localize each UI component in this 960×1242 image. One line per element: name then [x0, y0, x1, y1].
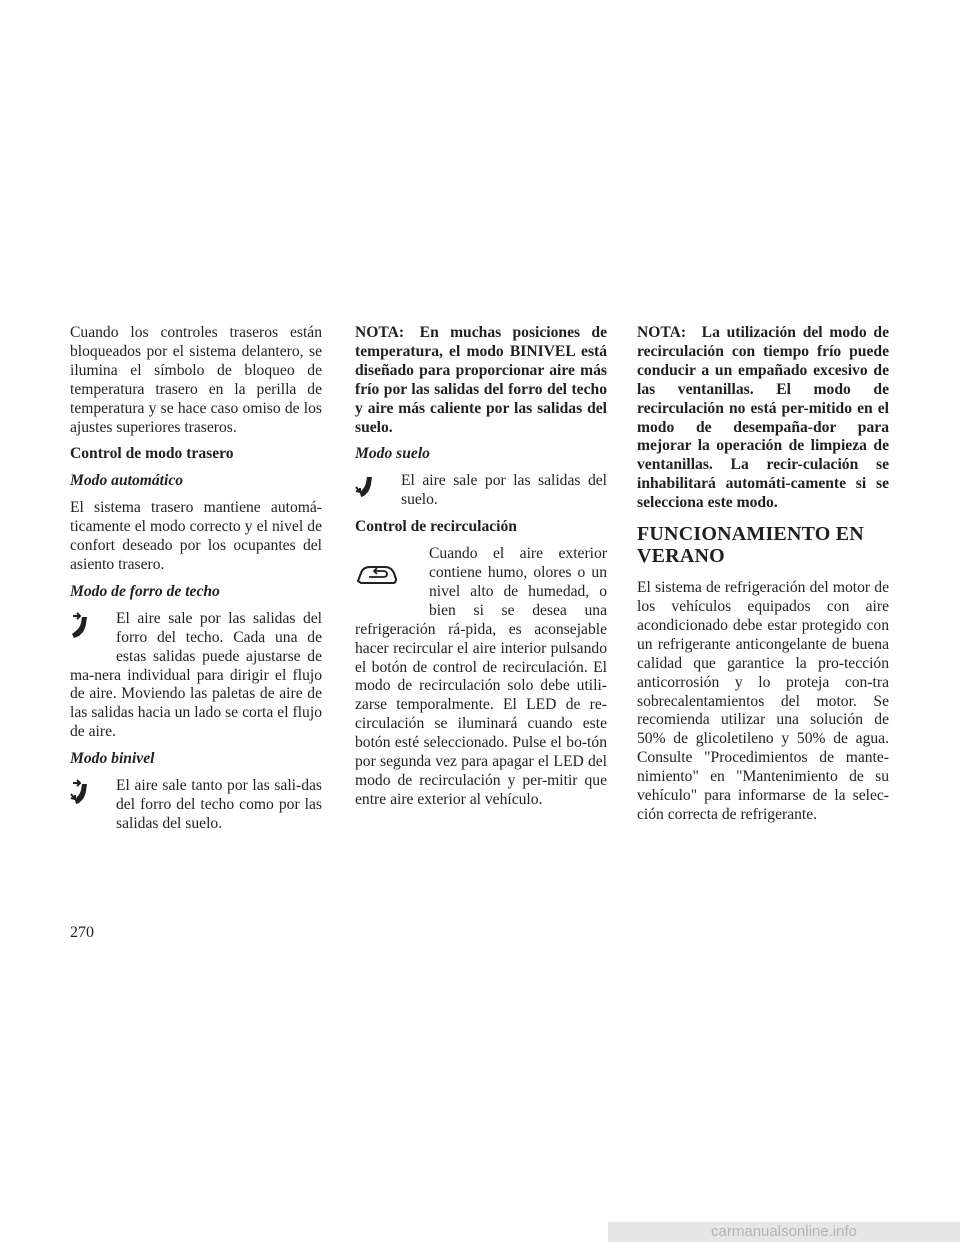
floor-mode-title: Modo suelo	[355, 445, 430, 463]
summer-section-title: FUNCIONAMIENTO EN VERANO	[637, 523, 864, 568]
recirculation-text: Cuando el aire exterior contiene humo, olores o un nivel alto de humedad, o bien si se desea una refrigeración rá-pida, es aconsejable hacer recircular el aire interior pulsando el botón de control de recirculación. El modo de recirculación solo debe utili-zarse temporalmente. El LED de re-circulación se iluminará cuando este botón esté seleccionado. Pulse el bo-tón por segunda vez para apagar el LED del modo de recirculación y per-mitir que entre aire exterior al vehículo.	[355, 545, 607, 808]
summer-text: El sistema de refrigeración del motor de los vehículos equipados con aire acondicionado debe estar protegido con un refrigerante anticongelante de buena calidad que garantice la pro-tección anticorrosión y lo proteja con-tra sobrecalentamientos del motor. Se recomienda utilizar una solución de 50% de glicoletileno y 50% de agua. Consulte "Procedimientos de mante-nimiento" en "Mantenimiento de su vehículo" para informarse de la selec-ción correcta de refrigerante.	[637, 579, 889, 823]
column-left	[70, 324, 322, 842]
rear-mode-control-heading: Control de modo trasero	[70, 445, 234, 463]
bilevel-note: NOTA: En muchas posiciones de temperatura, el modo BINIVEL está diseñado para proporcionar aire más frío por las salidas del forro del techo y aire más caliente por las salidas del suelo.	[355, 324, 607, 436]
recirculation-heading: Control de recirculación	[355, 518, 517, 536]
roof-mode-title: Modo de forro de techo	[70, 582, 220, 600]
roof-vent-mode-icon	[70, 610, 116, 648]
floor-mode-block	[355, 472, 607, 510]
bilevel-mode-block	[70, 777, 322, 834]
floor-mode-text: El aire sale por las salidas del suelo.	[401, 472, 607, 509]
page-number: 270	[70, 924, 94, 941]
roof-mode-text: El aire sale por las salidas del forro del techo. Cada una de estas salidas puede ajustarse de ma-nera individual para dirigir el flujo de aire. Moviendo las paletas de aire de las salidas hacia un lado se corta el flujo de aire.	[70, 609, 322, 741]
watermark: carmanualsonline.info	[608, 1222, 960, 1242]
floor-mode-icon	[355, 472, 401, 510]
recirculation-block	[355, 545, 607, 810]
bilevel-mode-title: Modo binivel	[70, 750, 155, 768]
column-right	[637, 324, 889, 833]
auto-mode-text: El sistema trasero mantiene automá-ticamente el modo correcto y el nivel de confort deseado por los ocupantes del asiento trasero.	[70, 499, 322, 573]
rear-lock-paragraph: Cuando los controles traseros están bloqueados por el sistema delantero, se ilumina el símbolo de bloqueo de temperatura trasero en la perilla de temperatura y se hace caso omiso de los ajustes superiores traseros.	[70, 324, 322, 436]
bilevel-mode-text: El aire sale tanto por las sali-das del forro del techo como por las salidas del suelo.	[116, 777, 322, 832]
auto-mode-title: Modo automático	[70, 472, 184, 490]
bilevel-mode-icon	[70, 777, 116, 815]
recirculation-note: NOTA: La utilización del modo de recirculación con tiempo frío puede conducir a un empañado excesivo de las ventanillas. El modo de recirculación no está per-mitido en el modo de desempaña-dor para mejorar la operación de limpieza de ventanillas. La recir-culación se inhabilitará automáti-camente si se selecciona este modo.	[637, 324, 889, 512]
column-middle	[355, 324, 607, 818]
roof-mode-block	[70, 610, 322, 742]
recirculation-icon	[355, 545, 429, 607]
